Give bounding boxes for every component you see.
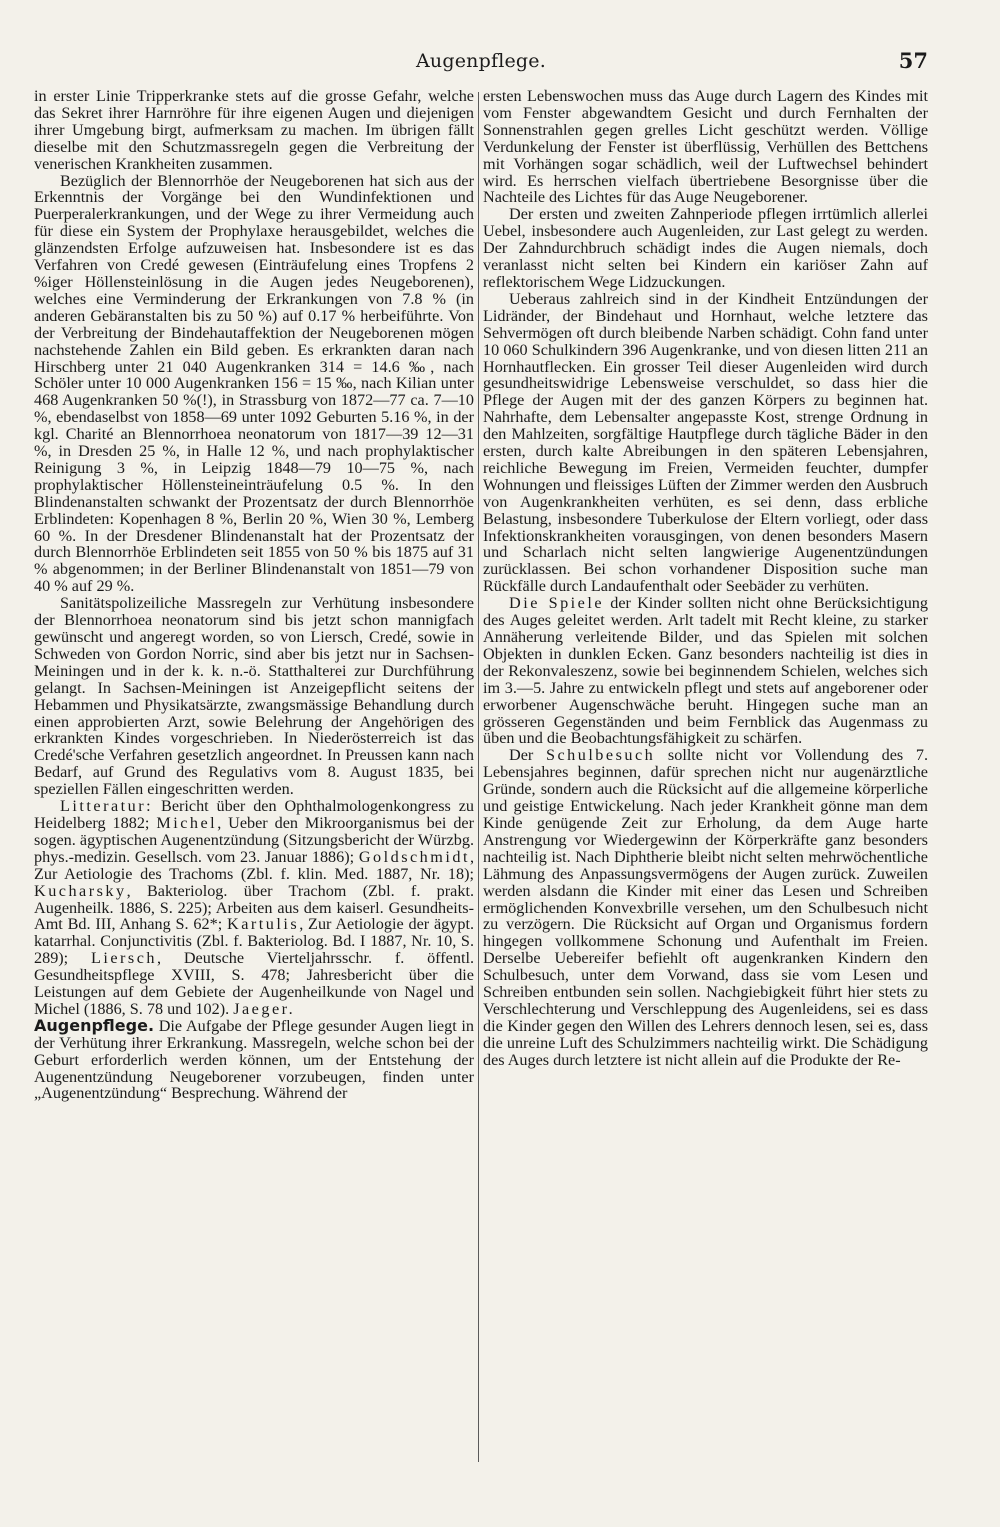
augenpflege-text: Die Aufgabe der Pflege gesunder Augen liegt in der Verhütung ihrer Erkrankung. Massregeln, welche schon bei der Geburt erforderlich werden können, um der Entstehung der Augenentzündung Neugeborener vorzubeugen, finden unter „Augenentzündung“ Besprechung. Während der: [34, 1016, 474, 1103]
paragraph-lebenswochen: ersten Lebenswochen muss das Auge durch Lagern des Kindes mit vom Fenster abgewandtem Gesicht und durch Fernhalten der Sonnenstrahlen gegen grelles Licht geschützt werden. Völlige Verdunkelung der Fenster ist überflüssig, Verhüllen des Bettchens mit Vorhängen sogar schädlich, weil der Luftwechsel behindert wird. Es herrschen vielfach übertriebene Besorgnisse über die Nachteile des Lichtes für das Auge Neugeborener.: [483, 87, 928, 207]
litteratur-text-f: , Deutsche Vierteljahrsschr. f. öffentl. Gesundheitspflege XVIII, S. 478; Jahresbericht über die Leistungen auf dem Gebiete der Augenheilkunde von Nagel und Michel (1886, S. 78 und 102).: [34, 949, 474, 1018]
paragraph-augenpflege: [34, 1015, 474, 1103]
litteratur-text-e: , Zur Aetiologie der ägypt. katarrhal. Conjunctivitis (Zbl. f. Bakteriolog. Bd. I 1887, Nr. 10, S. 289);: [34, 915, 474, 968]
headword-augenpflege: Augenpflege.: [34, 1015, 155, 1035]
right-column: [483, 88, 928, 1069]
column-divider: [478, 92, 479, 1462]
running-title: Augenpflege.: [416, 50, 546, 72]
author-kucharsky: Kucharsky: [34, 881, 127, 900]
page-header: [34, 50, 928, 80]
spiele-label: Die Spiele: [509, 594, 605, 613]
author-michel: Michel: [156, 813, 218, 832]
paragraph-massregeln: Sanitätspolizeiliche Massregeln zur Verhütung insbesondere der Blennorrhoea neonatorum sind bis jetzt schon mannigfach gewünscht und angeregt worden, so von Liersch, Credé, sowie in Schweden von Gordon Norric, sind aber bis jetzt nur in Sachsen-Meiningen und in der k. k. n.-ö. Statthalterei zur Durchführung gelangt. In Sachsen-Meiningen ist Anzeigepflicht seitens der Hebammen und Physikatsärzte, zwangsmässige Behandlung durch einen approbierten Arzt, sowie Belehrung der Angehörigen des erkrankten Kindes vorgeschrieben. In Niederösterreich ist das Credé'sche Verfahren gesetzlich angeordnet. In Preussen kann nach Bedarf, auf Grund des Regulativs vom 8. August 1835, bei speziellen Fällen eingeschritten werden.: [34, 594, 474, 799]
left-column: [34, 88, 474, 1102]
paragraph-schulbesuch: [483, 747, 928, 1068]
paragraph-litteratur: [34, 798, 474, 1018]
paragraph-blennorrhoe: Bezüglich der Blennorrhöe der Neugeborenen hat sich aus der Erkenntnis der Vorgänge bei den Wundinfektionen und Puerperalerkrankungen, und der Wege zu ihrer Vermeidung auch für diese ein System der Prophylaxe herausgebildet, welches die glänzendsten Erfolge aufzuweisen hat. Insbesondere ist es das Verfahren von Credé gewesen (Einträufelung eines Tropfens 2 %iger Höllensteinlösung in die Augen jedes Neugeborenen), welches eine Verminderung der Erkrankungen von 7.8 % (in anderen Gebäranstalten bis zu 50 %) auf 0.17 % herbeiführte. Von der Verbreitung der Bindehautaffektion der Neugeborenen mögen nachstehende Zahlen ein Bild geben. Es erkrankten daran nach Hirschberg unter 21 040 Augenkranken 314 = 14.6 ‰, nach Schöler unter 10 000 Augenkranken 156 = 15 ‰, nach Kilian unter 468 Augenkranken 50 %(!), in Strassburg von 1872—77 ca. 7—10 %, ebendaselbst von 1858—69 unter 1092 Geburten 5.16 %, in der kgl. Charité an Blennorrhoea neonatorum von 1817—39 12—31 %, in Dresden 25 %, in Halle 12 %, und nach prophylaktischer Reinigung 3 %, in Leipzig 1848—79 10—75 %, nach prophylaktischer Höllensteineinträufelung 0.5 %. In den Blindenanstalten schwankt der Prozentsatz der durch Blennorrhöe Erblindeten: Kopenhagen 8 %, Berlin 20 %, Wien 30 %, Lemberg 60 %. In der Dresdener Blindenanstalt hat der Prozentsatz der durch Blennorrhöe Erblindeten seit 1855 von 50 % bis 1875 auf 31 % abgenommen; in der Berliner Blindenanstalt von 1851—79 von 40 % auf 29 %.: [34, 171, 474, 596]
litteratur-text-b: , Ueber den Mikroorganismus bei der sogen. ägyptischen Augenentzündung (Sitzungsbericht der Würzbg. phys.-medizin. Gesellsch. vom 23. Januar 1886);: [34, 813, 474, 866]
paragraph-spiele: [483, 595, 928, 747]
article-author: Jaeger.: [233, 999, 296, 1018]
page-number: 57: [898, 48, 928, 73]
author-goldschmidt: Goldschmidt: [358, 847, 470, 866]
paragraph-zahnperiode: Der ersten und zweiten Zahnperiode pflegen irrtümlich allerlei Uebel, insbesondere auch Augenleiden, zur Last gelegt zu werden. Der Zahndurchbruch schädigt indes die Augen niemals, doch veranlasst nicht selten bei Kindern ein kariöser Zahn auf reflektorischem Wege Lidzuckungen.: [483, 205, 928, 291]
spiele-text: der Kinder sollten nicht ohne Berücksichtigung des Auges geleitet werden. Arlt tadelt mit Recht kleine, zu starker Annäherung verleitende Bilder, und das Spielen mit solchen Objekten in dunklen Ecken. Ganz besonders nachteilig ist dies in der Rekonvaleszenz, sowie bei beginnendem Schielen, welches sich im 3.—5. Jahre zu entwickeln pflegt und stets auf angeborener oder erworbener Augenschwäche beruht. Hingegen suche man an grösseren Gegenständen und beim Fernblick das Augenmass zu üben und die Beobachtungsfähigkeit zu schärfen.: [483, 594, 928, 748]
author-liersch: Liersch: [90, 949, 157, 968]
litteratur-text-a: Bericht über den Ophthalmologenkongress zu Heidelberg 1882;: [34, 797, 474, 832]
schulbesuch-text: sollte nicht vor Vollendung des 7. Lebensjahres beginnen, dafür sprechen nicht nur augenärztliche Gründe, sondern auch die Rücksicht auf die allgemeine körperliche und geistige Entwickelung. Nach jeder Krankheit gönne man dem Kinde genügende Zeit zur Erholung, da dem Auge harte Anstrengung vor Wiedergewinn der Körperkräfte ganz besonders nachteilig ist. Nach Diphtherie bleibt nicht selten mehrwöchentliche Lähmung des Anpassungsvermögens der Augen zurück. Zuweilen werden alsdann die Kinder mit einer das Lesen und Schreiben ermöglichenden Konvexbrille versehen, um den Schulbesuch nicht zu verzögern. Die Rücksicht auf Organ und Organismus fordern hingegen vollkommene Schonung und Aufenthalt im Freien. Derselbe Uebereifer befiehlt oft augenkranken Kindern den Schulbesuch, unter dem Vorwand, dass sie vom Lesen und Schreiben entbunden sein sollen. Nachgiebigkeit führt hier stets zu Verschlechterung und Verschleppung des Augenleidens, sei es dass die Kinder gegen den Willen des Lehrers dennoch lesen, sei es, dass die unreine Luft des Schulzimmers nachteilig wirkt. Die Schädigung des Auges durch letztere ist nicht allein auf die Produkte der Re-: [483, 746, 929, 1069]
paragraph-kindheit: Ueberaus zahlreich sind in der Kindheit Entzündungen der Lidränder, der Bindehaut und Hornhaut, welche letztere das Sehvermögen oft durch bleibende Narben schädigt. Cohn fand unter 10 060 Schulkindern 396 Augenkranke, und von diesen litten 211 an Hornhautflecken. Ein grosser Teil dieser Augenleiden wird durch gesundheitswidrige Lebensweise verschuldet, so dass hier die Pflege der Augen mit der des ganzen Körpers zu beginnen hat. Nahrhafte, dem Lebensalter angepasste Kost, strenge Ordnung in den Mahlzeiten, sorgfältige Hautpflege durch tägliche Bäder in den ersten, durch kalte Abreibungen in den späteren Lebensjahren, reichliche Bewegung im Freien, Vermeiden feuchter, dumpfer Wohnungen und fleissiges Lüften der Zimmer werden den Ausbruch von Augenkrankheiten verhüten, es sei denn, dass erbliche Belastung, insbesondere Tuberkulose der Eltern vorliegt, oder dass Infektionskrankheiten vorausgingen, von denen besonders Masern und Scharlach nicht selten langwierige Augenentzündungen zurücklassen. Bei schon vorhandener Disposition suche man Rückfälle durch Landaufenthalt oder Seebäder zu verhüten.: [483, 289, 928, 596]
litteratur-text-c: , Zur Aetiologie des Trachoms (Zbl. f. klin. Med. 1887, Nr. 18);: [34, 847, 474, 883]
paragraph-tripper: in erster Linie Tripperkranke stets auf die grosse Gefahr, welche das Sekret ihrer Harnröhre für ihre eigenen Augen und diejenigen ihrer Umgebung birgt, aufmerksam zu machen. Im übrigen fällt dieselbe mit den Schutzmassregeln gegen die Verbreitung der venerischen Krankheiten zusammen.: [34, 87, 474, 173]
litteratur-label: Litteratur:: [60, 797, 154, 816]
author-kartulis: Kartulis: [227, 915, 300, 934]
schulbesuch-pre: Der: [509, 746, 546, 765]
litteratur-text-d: , Bakteriolog. über Trachom (Zbl. f. prakt. Augenheilk. 1886, S. 225); Arbeiten aus dem kaiserl. Gesundheits-Amt Bd. III, Anhang S. 62*;: [34, 881, 474, 934]
schulbesuch-label: Schulbesuch: [545, 746, 656, 765]
